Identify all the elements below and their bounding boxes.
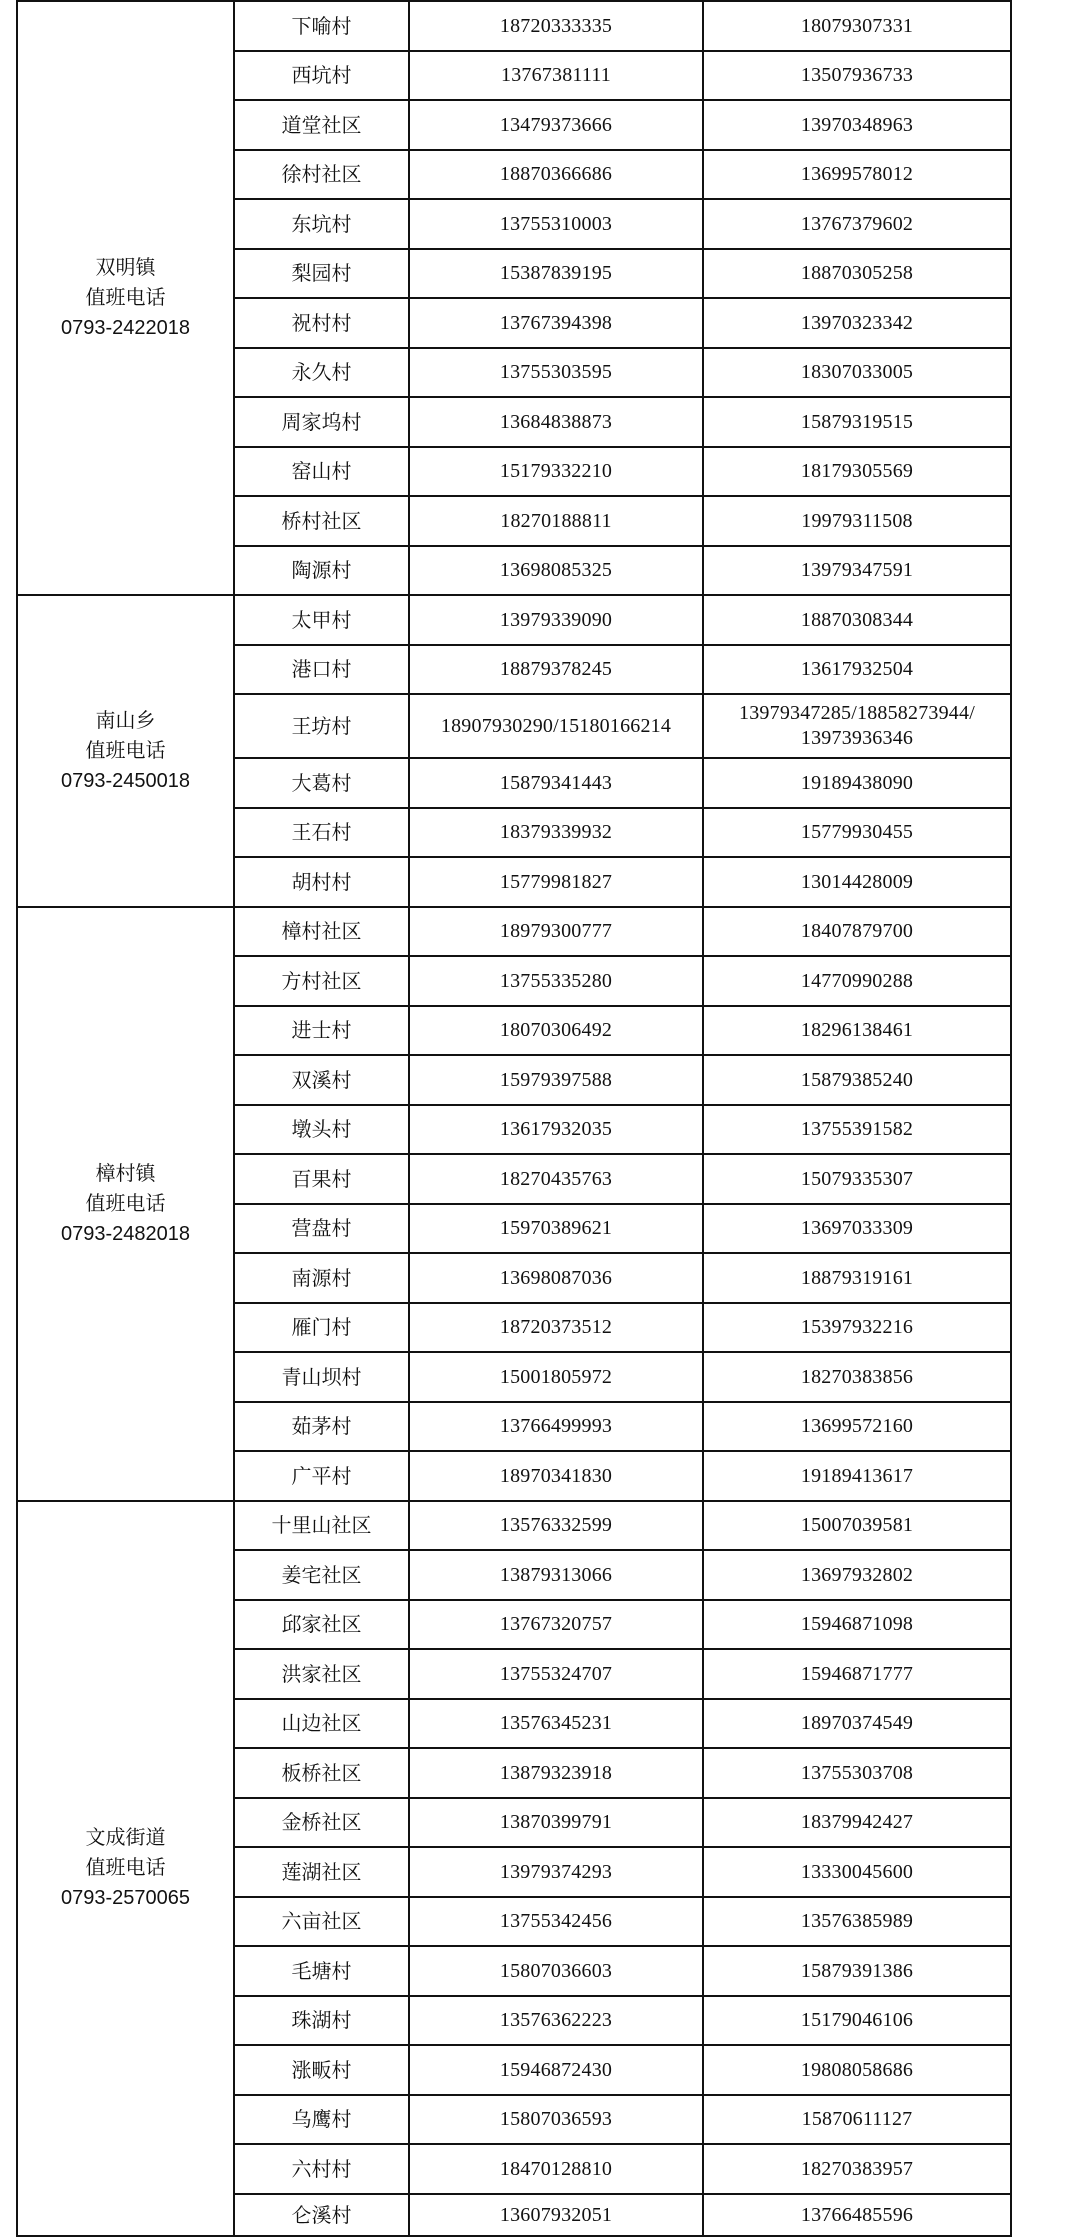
contact-table-container bbox=[16, 0, 1077, 2237]
phone-primary: 18070306492 bbox=[409, 1006, 703, 1056]
table-row bbox=[17, 1501, 1078, 1551]
village-name: 金桥社区 bbox=[234, 1798, 409, 1848]
town-name: 南山乡 bbox=[95, 709, 156, 732]
village-name: 王坊村 bbox=[234, 694, 409, 758]
right-margin bbox=[1011, 1006, 1078, 1056]
right-margin bbox=[1011, 1501, 1078, 1551]
right-margin bbox=[1011, 298, 1078, 348]
phone-secondary: 13979347591 bbox=[703, 546, 1011, 596]
phone-primary: 15879341443 bbox=[409, 758, 703, 808]
phone-secondary: 18379942427 bbox=[703, 1798, 1011, 1848]
right-margin bbox=[1011, 1204, 1078, 1254]
phone-secondary: 13699578012 bbox=[703, 150, 1011, 200]
right-margin bbox=[1011, 1402, 1078, 1452]
right-margin bbox=[1011, 1649, 1078, 1699]
phone-primary: 13979374293 bbox=[409, 1847, 703, 1897]
village-name: 太甲村 bbox=[234, 595, 409, 645]
village-name: 樟村社区 bbox=[234, 907, 409, 957]
village-name: 胡村村 bbox=[234, 857, 409, 907]
village-name: 道堂社区 bbox=[234, 100, 409, 150]
phone-primary: 18270435763 bbox=[409, 1154, 703, 1204]
phone-primary: 13755303595 bbox=[409, 348, 703, 398]
right-margin bbox=[1011, 546, 1078, 596]
village-name: 陶源村 bbox=[234, 546, 409, 596]
phone-primary: 13755310003 bbox=[409, 199, 703, 249]
phone-primary: 15387839195 bbox=[409, 249, 703, 299]
village-name: 茹茅村 bbox=[234, 1402, 409, 1452]
phone-secondary: 13576385989 bbox=[703, 1897, 1011, 1947]
duty-label: 值班电话 bbox=[85, 287, 166, 309]
phone-primary: 18470128810 bbox=[409, 2144, 703, 2194]
phone-secondary: 14770990288 bbox=[703, 956, 1011, 1006]
right-margin bbox=[1011, 100, 1078, 150]
village-name: 六村村 bbox=[234, 2144, 409, 2194]
village-name: 南源村 bbox=[234, 1253, 409, 1303]
phone-primary: 18379339932 bbox=[409, 808, 703, 858]
village-name: 桥村社区 bbox=[234, 496, 409, 546]
phone-primary: 15779981827 bbox=[409, 857, 703, 907]
phone-primary: 13576345231 bbox=[409, 1699, 703, 1749]
village-name: 进士村 bbox=[234, 1006, 409, 1056]
duty-label: 值班电话 bbox=[85, 1192, 166, 1215]
phone-secondary: 13970348963 bbox=[703, 100, 1011, 150]
phone-secondary: 13507936733 bbox=[703, 51, 1011, 101]
village-name: 王石村 bbox=[234, 808, 409, 858]
phone-primary: 13870399791 bbox=[409, 1798, 703, 1848]
right-margin bbox=[1011, 1, 1078, 51]
phone-primary: 13879313066 bbox=[409, 1550, 703, 1600]
right-margin bbox=[1011, 1897, 1078, 1947]
right-margin bbox=[1011, 199, 1078, 249]
phone-secondary: 18407879700 bbox=[703, 907, 1011, 957]
town-cell bbox=[17, 1, 234, 595]
right-margin bbox=[1011, 956, 1078, 1006]
phone-secondary: 13699572160 bbox=[703, 1402, 1011, 1452]
phone-primary: 13479373666 bbox=[409, 100, 703, 150]
duty-label: 值班电话 bbox=[85, 739, 166, 762]
village-name: 下喻村 bbox=[234, 1, 409, 51]
duty-phone: 0793-2450018 bbox=[60, 769, 190, 792]
table-body bbox=[17, 1, 1078, 2236]
phone-secondary: 18270383957 bbox=[703, 2144, 1011, 2194]
right-margin bbox=[1011, 1154, 1078, 1204]
right-margin bbox=[1011, 1303, 1078, 1353]
duty-phone: 0793-2482018 bbox=[60, 1222, 190, 1245]
duty-phone: 0793-2570065 bbox=[60, 1887, 190, 1909]
village-name: 毛塘村 bbox=[234, 1946, 409, 1996]
right-margin bbox=[1011, 645, 1078, 695]
phone-primary: 13767394398 bbox=[409, 298, 703, 348]
right-margin bbox=[1011, 694, 1078, 758]
phone-primary: 13767381111 bbox=[409, 51, 703, 101]
phone-secondary: 15397932216 bbox=[703, 1303, 1011, 1353]
right-margin bbox=[1011, 1055, 1078, 1105]
duty-phone-table bbox=[16, 0, 1079, 2237]
phone-secondary: 18970374549 bbox=[703, 1699, 1011, 1749]
phone-primary: 18879378245 bbox=[409, 645, 703, 695]
phone-primary: 18720333335 bbox=[409, 1, 703, 51]
village-name: 墩头村 bbox=[234, 1105, 409, 1155]
phone-secondary: 13697033309 bbox=[703, 1204, 1011, 1254]
phone-secondary: 13766485596 bbox=[703, 2194, 1011, 2236]
phone-secondary: 15879391386 bbox=[703, 1946, 1011, 1996]
phone-secondary: 18870308344 bbox=[703, 595, 1011, 645]
phone-primary: 15807036593 bbox=[409, 2095, 703, 2145]
village-name: 板桥社区 bbox=[234, 1748, 409, 1798]
phone-secondary: 19979311508 bbox=[703, 496, 1011, 546]
right-margin bbox=[1011, 1748, 1078, 1798]
village-name: 大葛村 bbox=[234, 758, 409, 808]
right-margin bbox=[1011, 2194, 1078, 2236]
phone-secondary: 18179305569 bbox=[703, 447, 1011, 497]
phone-primary: 18270188811 bbox=[409, 496, 703, 546]
town-cell bbox=[17, 907, 234, 1501]
village-name: 港口村 bbox=[234, 645, 409, 695]
village-name: 乌鹰村 bbox=[234, 2095, 409, 2145]
phone-primary: 13576332599 bbox=[409, 1501, 703, 1551]
phone-secondary: 13767379602 bbox=[703, 199, 1011, 249]
village-name: 仑溪村 bbox=[234, 2194, 409, 2236]
phone-primary: 15807036603 bbox=[409, 1946, 703, 1996]
village-name: 西坑村 bbox=[234, 51, 409, 101]
phone-primary: 18907930290/15180166214 bbox=[409, 694, 703, 758]
phone-primary: 13755342456 bbox=[409, 1897, 703, 1947]
phone-secondary: 13755391582 bbox=[703, 1105, 1011, 1155]
village-name: 莲湖社区 bbox=[234, 1847, 409, 1897]
phone-secondary: 13014428009 bbox=[703, 857, 1011, 907]
phone-secondary: 18296138461 bbox=[703, 1006, 1011, 1056]
phone-secondary: 15879319515 bbox=[703, 397, 1011, 447]
phone-secondary: 19808058686 bbox=[703, 2045, 1011, 2095]
phone-primary: 13755324707 bbox=[409, 1649, 703, 1699]
right-margin bbox=[1011, 249, 1078, 299]
phone-primary: 15001805972 bbox=[409, 1352, 703, 1402]
phone-primary: 13755335280 bbox=[409, 956, 703, 1006]
village-name: 姜宅社区 bbox=[234, 1550, 409, 1600]
right-margin bbox=[1011, 1600, 1078, 1650]
village-name: 营盘村 bbox=[234, 1204, 409, 1254]
phone-secondary-line: 13973936346 bbox=[800, 727, 914, 749]
phone-primary: 15946872430 bbox=[409, 2045, 703, 2095]
phone-secondary bbox=[703, 694, 1011, 758]
right-margin bbox=[1011, 1550, 1078, 1600]
phone-secondary: 19189438090 bbox=[703, 758, 1011, 808]
village-name: 雁门村 bbox=[234, 1303, 409, 1353]
right-margin bbox=[1011, 595, 1078, 645]
village-name: 涨畈村 bbox=[234, 2045, 409, 2095]
village-name: 六亩社区 bbox=[234, 1897, 409, 1947]
village-name: 山边社区 bbox=[234, 1699, 409, 1749]
right-margin bbox=[1011, 51, 1078, 101]
phone-primary: 15179332210 bbox=[409, 447, 703, 497]
village-name: 东坑村 bbox=[234, 199, 409, 249]
village-name: 青山坝村 bbox=[234, 1352, 409, 1402]
right-margin bbox=[1011, 2144, 1078, 2194]
phone-secondary: 15007039581 bbox=[703, 1501, 1011, 1551]
phone-primary: 13767320757 bbox=[409, 1600, 703, 1650]
village-name: 邱家社区 bbox=[234, 1600, 409, 1650]
village-name: 洪家社区 bbox=[234, 1649, 409, 1699]
right-margin bbox=[1011, 397, 1078, 447]
phone-secondary: 15946871098 bbox=[703, 1600, 1011, 1650]
table-row bbox=[17, 1, 1078, 51]
town-name: 文成街道 bbox=[85, 1827, 166, 1849]
town-name: 樟村镇 bbox=[95, 1162, 156, 1185]
right-margin bbox=[1011, 808, 1078, 858]
right-margin bbox=[1011, 1847, 1078, 1897]
phone-primary: 13979339090 bbox=[409, 595, 703, 645]
phone-secondary: 18870305258 bbox=[703, 249, 1011, 299]
phone-secondary: 15870611127 bbox=[703, 2095, 1011, 2145]
phone-secondary: 19189413617 bbox=[703, 1451, 1011, 1501]
table-row bbox=[17, 595, 1078, 645]
right-margin bbox=[1011, 857, 1078, 907]
phone-primary: 13766499993 bbox=[409, 1402, 703, 1452]
duty-label: 值班电话 bbox=[85, 1857, 166, 1879]
right-margin bbox=[1011, 758, 1078, 808]
phone-secondary: 13755303708 bbox=[703, 1748, 1011, 1798]
right-margin bbox=[1011, 1451, 1078, 1501]
duty-phone: 0793-2422018 bbox=[60, 317, 190, 339]
phone-primary: 13698087036 bbox=[409, 1253, 703, 1303]
right-margin bbox=[1011, 1352, 1078, 1402]
right-margin bbox=[1011, 907, 1078, 957]
phone-primary: 15979397588 bbox=[409, 1055, 703, 1105]
phone-secondary: 15946871777 bbox=[703, 1649, 1011, 1699]
phone-secondary: 18079307331 bbox=[703, 1, 1011, 51]
village-name: 徐村社区 bbox=[234, 150, 409, 200]
phone-secondary: 13697932802 bbox=[703, 1550, 1011, 1600]
right-margin bbox=[1011, 348, 1078, 398]
phone-secondary: 18307033005 bbox=[703, 348, 1011, 398]
phone-secondary: 13617932504 bbox=[703, 645, 1011, 695]
right-margin bbox=[1011, 1699, 1078, 1749]
right-margin bbox=[1011, 1253, 1078, 1303]
phone-primary: 13698085325 bbox=[409, 546, 703, 596]
phone-primary: 13617932035 bbox=[409, 1105, 703, 1155]
right-margin bbox=[1011, 2095, 1078, 2145]
right-margin bbox=[1011, 1946, 1078, 1996]
right-margin bbox=[1011, 1798, 1078, 1848]
town-name: 双明镇 bbox=[95, 257, 156, 279]
phone-secondary: 18879319161 bbox=[703, 1253, 1011, 1303]
phone-secondary: 15879385240 bbox=[703, 1055, 1011, 1105]
village-name: 永久村 bbox=[234, 348, 409, 398]
phone-primary: 13684838873 bbox=[409, 397, 703, 447]
phone-primary: 18870366686 bbox=[409, 150, 703, 200]
village-name: 珠湖村 bbox=[234, 1996, 409, 2046]
phone-secondary: 15179046106 bbox=[703, 1996, 1011, 2046]
right-margin bbox=[1011, 1105, 1078, 1155]
phone-primary: 18970341830 bbox=[409, 1451, 703, 1501]
right-margin bbox=[1011, 447, 1078, 497]
phone-primary: 18720373512 bbox=[409, 1303, 703, 1353]
right-margin bbox=[1011, 1996, 1078, 2046]
town-cell bbox=[17, 595, 234, 907]
phone-secondary: 15779930455 bbox=[703, 808, 1011, 858]
village-name: 百果村 bbox=[234, 1154, 409, 1204]
village-name: 方村社区 bbox=[234, 956, 409, 1006]
phone-primary: 13576362223 bbox=[409, 1996, 703, 2046]
phone-secondary: 18270383856 bbox=[703, 1352, 1011, 1402]
phone-primary: 13879323918 bbox=[409, 1748, 703, 1798]
village-name: 周家坞村 bbox=[234, 397, 409, 447]
phone-secondary-line: 13979347285/18858273944/ bbox=[739, 702, 975, 724]
right-margin bbox=[1011, 496, 1078, 546]
phone-secondary: 15079335307 bbox=[703, 1154, 1011, 1204]
village-name: 窑山村 bbox=[234, 447, 409, 497]
village-name: 广平村 bbox=[234, 1451, 409, 1501]
phone-primary: 18979300777 bbox=[409, 907, 703, 957]
phone-secondary: 13970323342 bbox=[703, 298, 1011, 348]
village-name: 祝村村 bbox=[234, 298, 409, 348]
phone-primary: 13607932051 bbox=[409, 2194, 703, 2236]
phone-secondary: 13330045600 bbox=[703, 1847, 1011, 1897]
phone-primary: 15970389621 bbox=[409, 1204, 703, 1254]
village-name: 梨园村 bbox=[234, 249, 409, 299]
village-name: 十里山社区 bbox=[234, 1501, 409, 1551]
town-cell bbox=[17, 1501, 234, 2236]
village-name: 双溪村 bbox=[234, 1055, 409, 1105]
right-margin bbox=[1011, 150, 1078, 200]
table-row bbox=[17, 907, 1078, 957]
right-margin bbox=[1011, 2045, 1078, 2095]
